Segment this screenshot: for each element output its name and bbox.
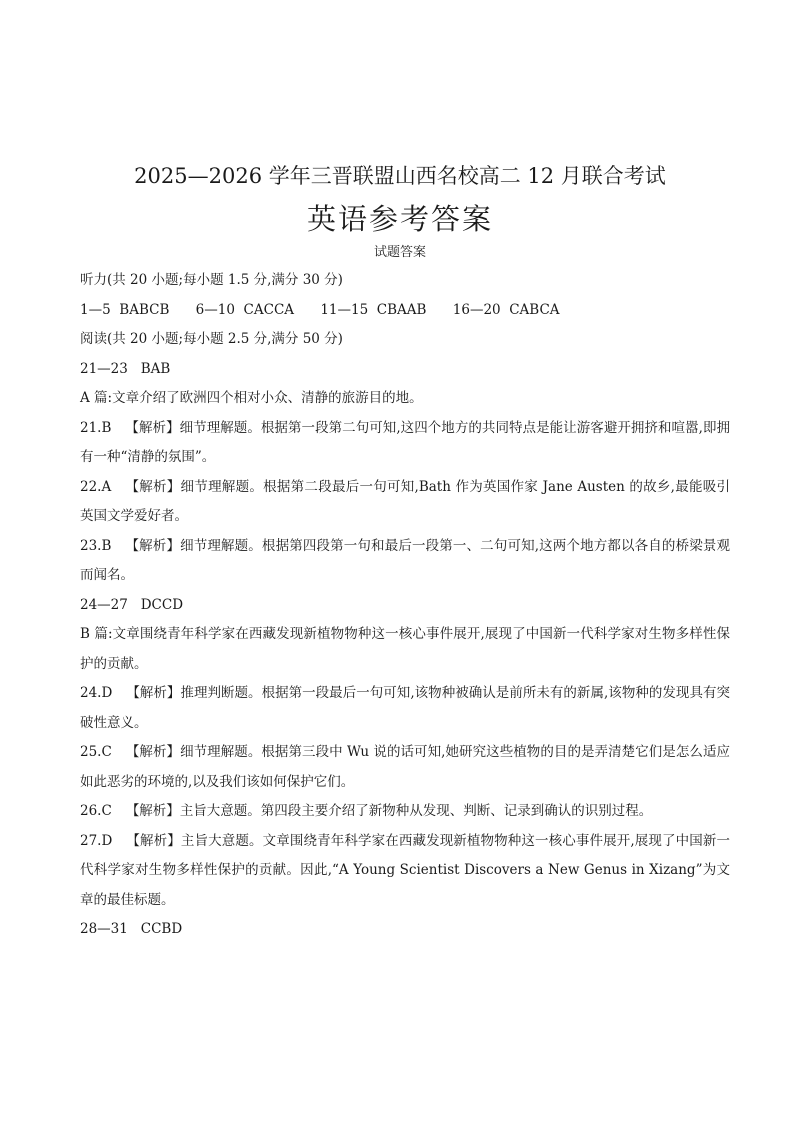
explanation-text: 细节理解题。根据第三段中 Wu 说的话可知,她研究这些植物的目的是弄清楚它们是怎么适应如此恶劣的环境的,以及我们该如何保护它们。	[80, 744, 731, 790]
passage-b-summary: B 篇:文章围绕青年科学家在西藏发现新植物物种这一核心事件展开,展现了中国新一代科学家对生物多样性保护的贡献。	[80, 626, 730, 672]
question-number: 27.D	[80, 832, 113, 849]
answer-range: 21—23	[80, 360, 128, 377]
answer-letters: CBAAB	[376, 301, 427, 318]
question-22-explanation	[80, 473, 730, 532]
explanation-text: 主旨大意题。文章围绕青年科学家在西藏发现新植物物种这一核心事件展开,展现了中国新一代科学家对生物多样性保护的贡献。因此,“A Young Scientist Discovers a New Genus in Xizang”为文章的最佳标题。	[80, 832, 731, 908]
analysis-tag: 【解析】	[125, 478, 181, 495]
answer-group	[196, 302, 294, 318]
question-number: 25.C	[80, 744, 112, 760]
answer-range: 24—27	[80, 596, 128, 613]
analysis-tag: 【解析】	[125, 744, 181, 760]
question-21-explanation	[80, 414, 730, 473]
analysis-tag: 【解析】	[125, 537, 181, 554]
answer-group	[80, 302, 169, 318]
answer-group	[453, 302, 560, 318]
analysis-tag: 【解析】	[126, 685, 181, 701]
passage-a-summary: A 篇:文章介绍了欧洲四个相对小众、清静的旅游目的地。	[80, 390, 423, 406]
question-25-explanation	[80, 738, 730, 797]
answer-range: 11—15	[320, 301, 369, 318]
explanation-text: 细节理解题。根据第二段最后一句可知,Bath 作为英国作家 Jane Austen 的故乡,最能吸引英国文学爱好者。	[80, 478, 730, 524]
reading-answers-28-31	[80, 915, 730, 945]
document-title: 2025—2026 学年三晋联盟山西名校高二 12 月联合考试	[134, 164, 666, 188]
answer-letters: BAB	[140, 360, 171, 377]
question-number: 26.C	[80, 803, 112, 819]
reading-heading: 阅读(共 20 小题;每小题 2.5 分,满分 50 分)	[80, 331, 343, 347]
answer-letters: BABCB	[119, 301, 170, 318]
question-number: 24.D	[80, 685, 113, 701]
document-caption: 试题答案	[373, 245, 426, 260]
explanation-text: 细节理解题。根据第一段第二句可知,这四个地方的共同特点是能让游客避开拥挤和喧嚣,即拥有一种“清静的氛围”。	[80, 419, 731, 465]
explanation-text: 主旨大意题。第四段主要介绍了新物种从发现、判断、记录到确认的识别过程。	[179, 803, 653, 819]
answer-group	[320, 302, 426, 318]
listening-heading: 听力(共 20 小题;每小题 1.5 分,满分 30 分)	[80, 272, 343, 288]
analysis-tag: 【解析】	[125, 419, 180, 436]
answer-letters: DCCD	[140, 596, 184, 613]
answer-range: 16—20	[452, 301, 501, 318]
answer-body	[80, 266, 730, 945]
question-26-explanation	[80, 797, 730, 827]
answer-letters: CCBD	[140, 921, 183, 937]
reading-answers-24-27	[80, 591, 730, 621]
question-number: 21.B	[80, 419, 112, 436]
reading-answers-21-23	[80, 355, 730, 385]
question-27-explanation	[80, 827, 730, 916]
explanation-text: 细节理解题。根据第四段第一句和最后一段第一、二句可知,这两个地方都以各自的桥梁景观而闻名。	[80, 537, 730, 583]
listening-answers	[80, 296, 730, 326]
document-subtitle: 英语参考答案	[306, 202, 493, 236]
analysis-tag: 【解析】	[126, 832, 181, 849]
answer-letters: CABCA	[509, 301, 560, 318]
answer-letters: CACCA	[243, 301, 295, 318]
question-number: 23.B	[80, 537, 112, 554]
explanation-text: 推理判断题。根据第一段最后一句可知,该物种被确认是前所未有的新属,该物种的发现具有突破性意义。	[80, 685, 730, 731]
question-23-explanation	[80, 532, 730, 591]
analysis-tag: 【解析】	[125, 803, 180, 819]
answer-range: 6—10	[195, 301, 235, 318]
question-24-explanation	[80, 679, 730, 738]
answer-range: 1—5	[80, 301, 111, 318]
question-number: 22.A	[80, 478, 112, 495]
answer-range: 28—31	[80, 921, 128, 937]
